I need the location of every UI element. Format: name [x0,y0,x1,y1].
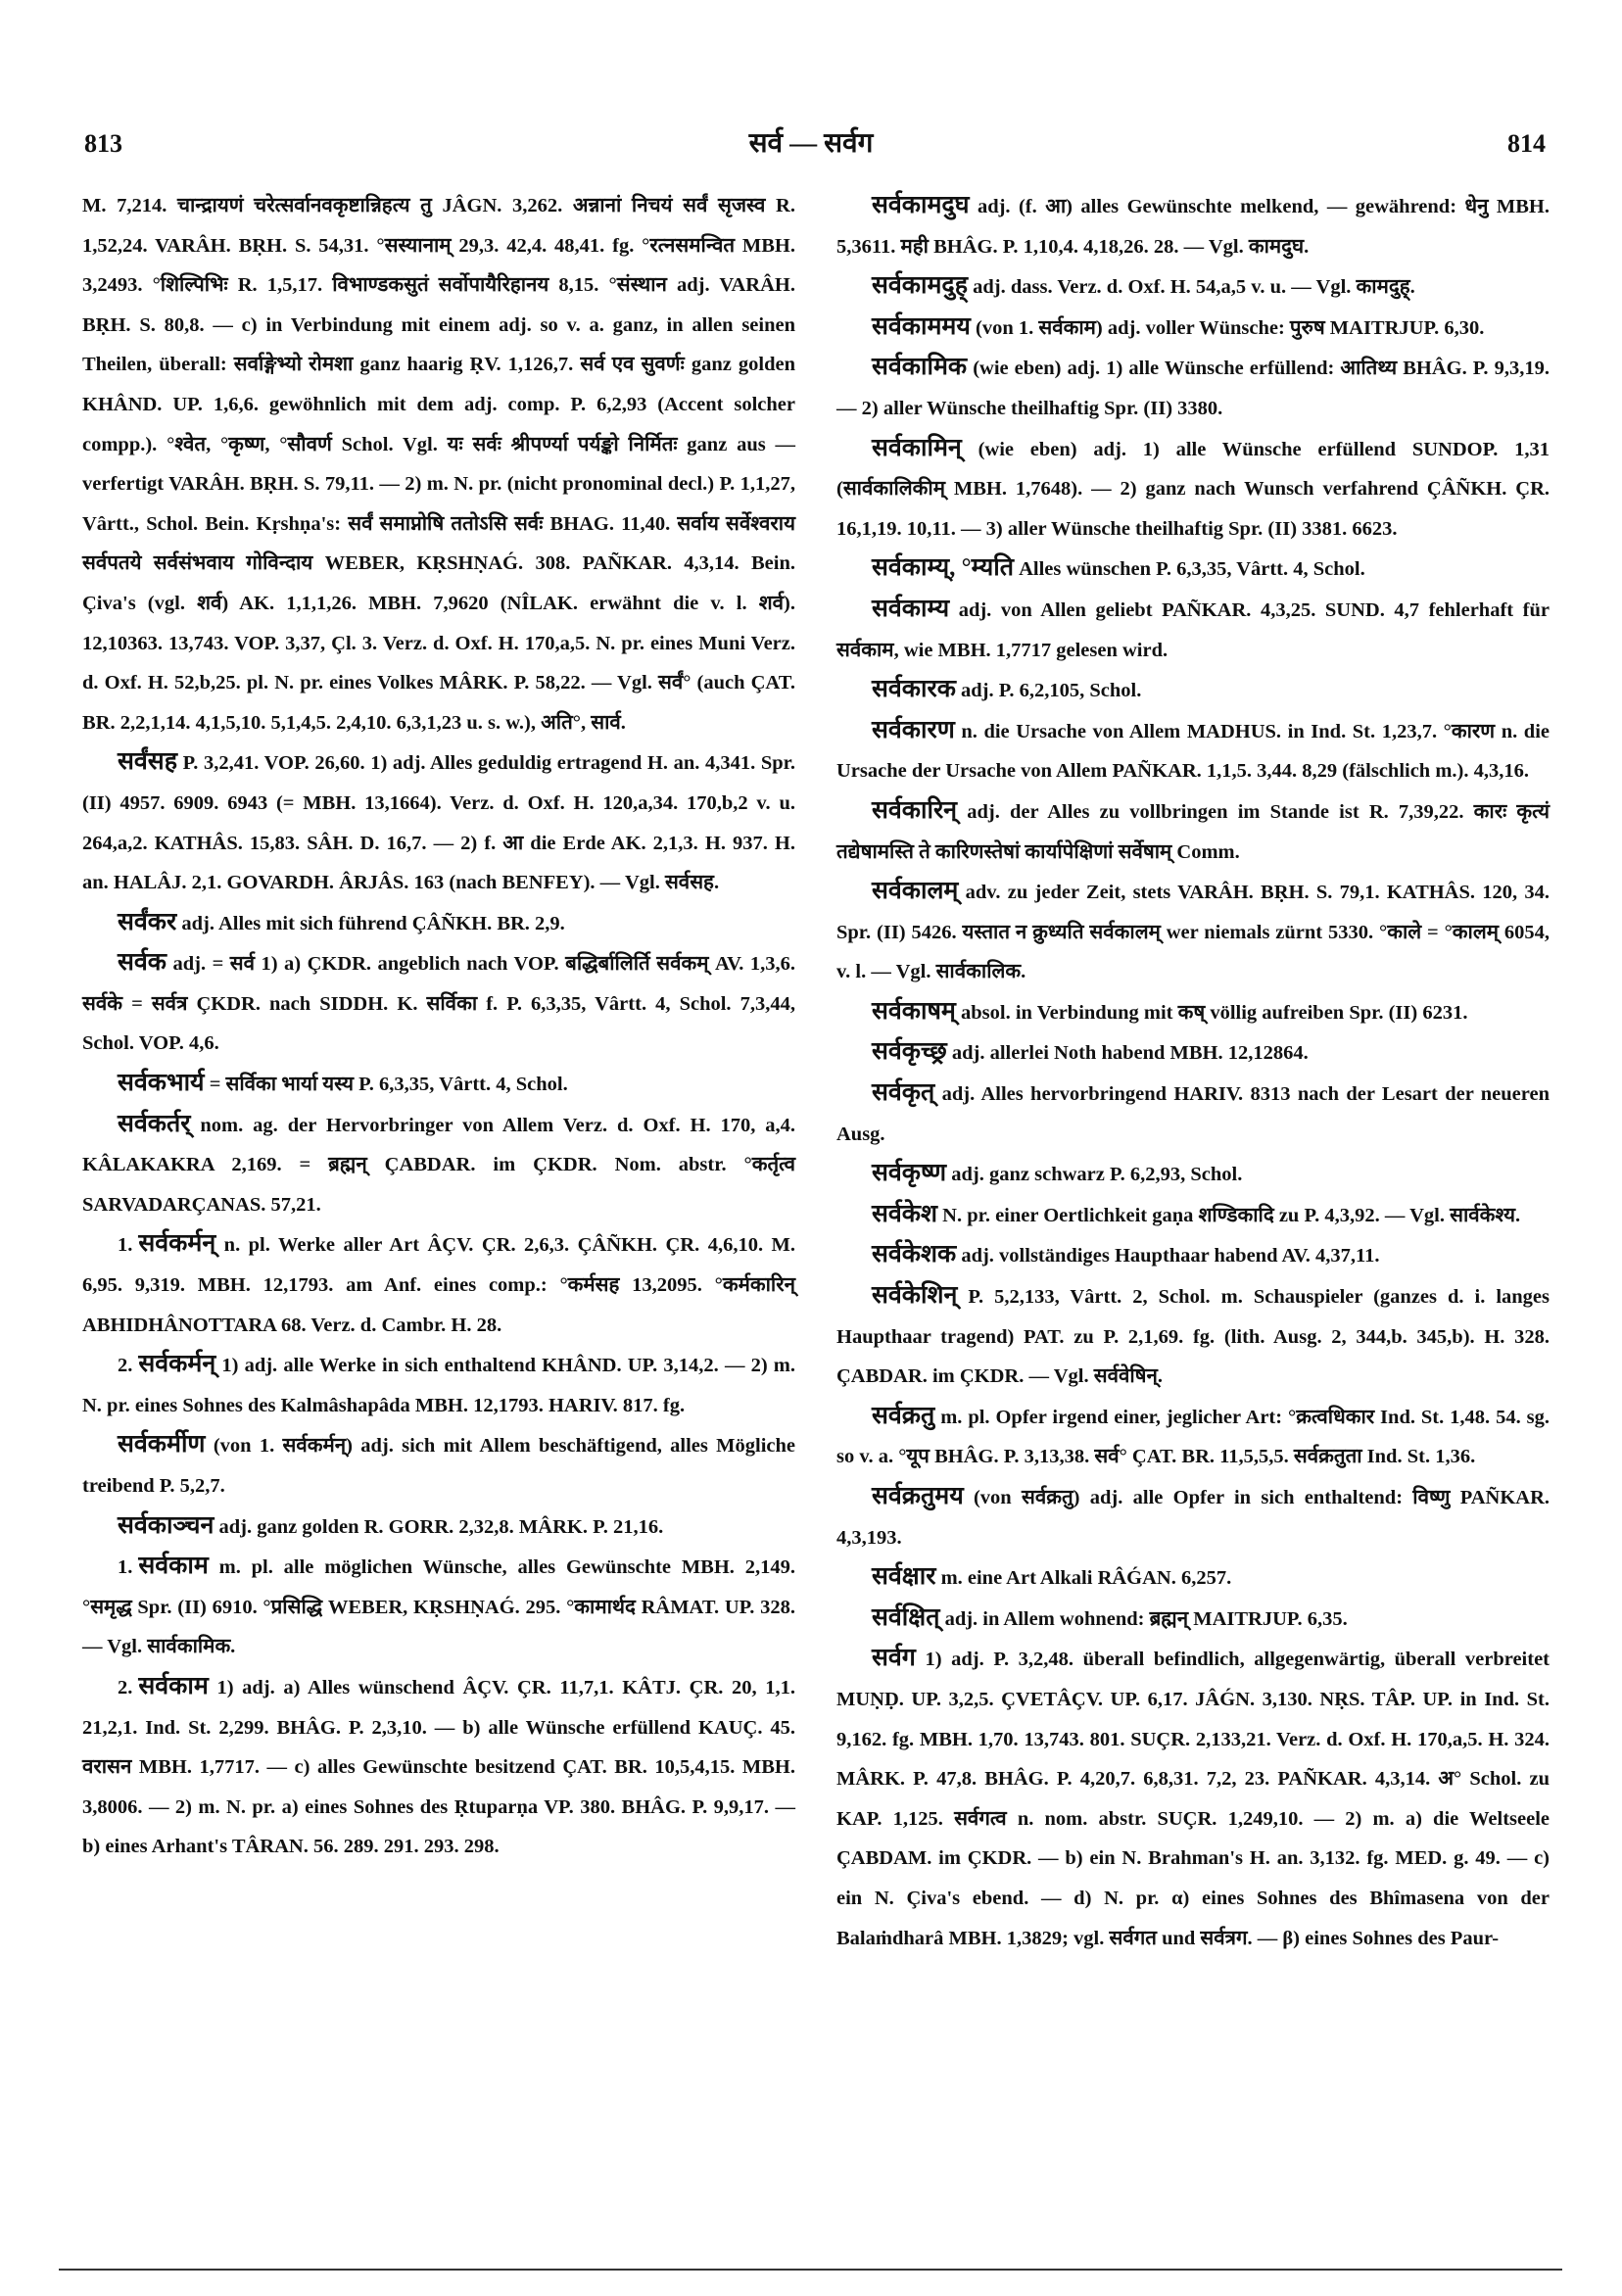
entry-body: N. pr. einer Oertlichkeit gaṇa शण्डिकादि zu P. 4,3,92. — Vgl. सार्वकेश्य. [942,1204,1521,1226]
entry-body: m. eine Art Alkali RÂǴAN. 6,257. [940,1567,1232,1590]
entry-headword: सर्वकेशिन् [872,1282,958,1310]
dictionary-entry [82,1547,795,1667]
entry-body: P. 3,2,41. VOP. 26,60. 1) adj. Alles geduldig ertragend H. an. 4,341. Spr. (II) 4957. 6909. 6943 (= MBH. 13,1664). Verz. d. Oxf. H. 120,a,34. 170,b,2 v. u. 264,a,2. KATHÂS. 15,83. SÂH. D. 16,7. — 2) f. आ die Erde AK. 2,1,3. H. 937. H. an. HALÂJ. 2,1. GOVARDH. ÂRJÂS. 163 (nach BENFEY). — Vgl. सर्वसह. [82,752,795,894]
dictionary-entry [836,1195,1550,1236]
entry-number: 2. [118,1676,133,1698]
entry-body: adj. vollständiges Haupthaar habend AV. 4,37,11. [961,1245,1380,1268]
entry-body: adj. allerlei Noth habend MBH. 12,12864. [951,1042,1309,1065]
entry-body: adj. ganz schwarz P. 6,2,93, Schol. [951,1164,1243,1186]
entry-body: nom. ag. der Hervorbringer von Allem Verz. d. Oxf. H. 170, a,4. KÂLAKAKRA 2,169. = ब्रह्मन् ÇABDAR. im ÇKDR. Nom. abstr. °कर्तृत्व SARVADARÇANAS. 57,21. [82,1114,796,1216]
dictionary-entry [836,1599,1550,1640]
entry-headword: सर्वकामिक [872,354,968,381]
entry-body: P. 5,2,133, Vârtt. 2, Schol. m. Schauspieler (ganzes d. i. langes Haupthaar tragend) PAT. zu P. 2,1,69. fg. (lith. Ausg. 2, 344,b. 345,b). H. 328. ÇABDAR. im ÇKDR. — Vgl. सर्ववेषिन्. [836,1286,1550,1388]
dictionary-entry [82,903,795,944]
dictionary-entry [82,1105,795,1225]
dictionary-entry [836,266,1550,308]
entry-headword: सर्वक्रतुमय [872,1483,964,1509]
entry-body: 1) adj. alle Werke in sich enthaltend KHÂND. UP. 3,14,2. — 2) m. N. pr. eines Sohnes des Kalmâshapâda MBH. 12,1793. HARIV. 817. fg. [82,1355,796,1416]
entry-headword: सर्वकर्मीण [118,1431,206,1459]
entry-headword: सर्वकामदुह् [872,272,968,300]
dictionary-entry [836,186,1550,266]
entry-headword: सर्वकामिन् [872,434,962,461]
entry-headword: सर्वकभार्य [118,1070,205,1097]
entry-body: adj. in Allem wohnend: ब्रह्मन् MAITRJUP. 6,35. [944,1607,1348,1630]
right-column [836,186,1550,1958]
dictionary-entry [836,1639,1550,1958]
entry-body: n. die Ursache von Allem MADHUS. in Ind. St. 1,23,7. °कारण n. die Ursache der Ursache von Allem PAÑKAR. 1,1,5. 3,44. 8,29 (fälschlich m.). 4,3,16. [836,720,1550,783]
bottom-rule [59,2269,1562,2271]
entry-headword: सर्वकाञ्चन [118,1511,215,1539]
entry-body: M. 7,214. चान्द्रायणं चरेत्सर्वानवकृष्टान्निहत्य तु JÂGN. 3,262. अन्नानां निचयं सर्वं सृजस्व R. 1,52,24. VARÂH. BṚH. S. 54,31. °सस्यानाम् 29,3. 42,4. 48,41. fg. °रत्नसमन्वित MBH. 3,2493. °शिल्पिभिः R. 1,5,17. विभाण्डकसुतं सर्वोपायैरिहानय 8,15. °संस्थान adj. VARÂH. BṚH. S. 80,8. — c) in Verbindung mit einem adj. so v. a. ganz, in allen seinen Theilen, überall: सर्वाङ्गेभ्यो रोमशा ganz haarig ṚV. 1,126,7. सर्व एव सुवर्णः ganz golden KHÂND. UP. 1,6,6. gewöhnlich mit dem adj. comp. P. 6,2,93 (Accent solcher compp.). °श्वेत, °कृष्ण, °सौवर्ण Schol. Vgl. यः सर्वः श्रीपर्ण्या पर्यङ्को निर्मितः ganz aus — verfertigt VARÂH. BṚH. S. 79,11. — 2) m. N. pr. (nicht pronominal decl.) P. 1,1,27, Vârtt., Schol. Bein. Kṛshṇa's: सर्वं समाप्नोषि ततोऽसि सर्वः BHAG. 11,40. सर्वाय सर्वेश्वराय सर्वपतये सर्वसंभवाय गोविन्दाय WEBER, KṚSHṆAǴ. 308. PAÑKAR. 4,3,14. Bein. Çiva's (vgl. शर्व) AK. 1,1,1,26. MBH. 7,9620 (NÎLAK. erwähnt die v. l. शर्व). 12,10363. 13,743. VOP. 3,37, Çl. 3. Verz. d. Oxf. H. 170,a,5. N. pr. eines Muni Verz. d. Oxf. H. 52,b,25. pl. N. pr. eines Volkes MÂRK. P. 58,22. — Vgl. सर्वं° (auch ÇAT. BR. 2,2,1,14. 4,1,5,10. 5,1,4,5. 2,4,10. 6,3,1,23 u. s. w.), अति°, सार्व. [82,195,795,734]
dictionary-entry [82,742,795,902]
dictionary-entry [836,308,1550,349]
entry-body: adj. dass. Verz. d. Oxf. H. 54,a,5 v. u. — Vgl. कामदुह्. [973,276,1415,299]
entry-body: m. pl. Opfer irgend einer, jeglicher Art: °क्रत्वधिकार Ind. St. 1,48. 54. sg. so v. a. °यूप BHÂG. P. 3,13,38. सर्व° ÇAT. BR. 11,5,5,5. सर्वक्रतुता Ind. St. 1,36. [836,1406,1550,1468]
dictionary-entry [836,1032,1550,1074]
entry-body: adv. zu jeder Zeit, stets VARÂH. BṚH. S. 79,1. KATHÂS. 120, 34. Spr. (II) 5426. यस्तात न क्रुध्यति सर्वकालम् wer niemals zürnt 5330. °काले = °कालम् 6054, v. l. — Vgl. सार्वकालिक. [836,882,1550,983]
dictionary-entry [836,1477,1550,1557]
dictionary-entry [836,1074,1550,1154]
entry-number: 1. [118,1234,133,1257]
entry-headword: सर्वकाम [138,1672,209,1699]
page-number-right: 814 [1507,129,1546,158]
entry-headword: सर्वकर्तर् [118,1110,191,1137]
entry-body: adj. Alles hervorbringend HARIV. 8313 nach der Lesart der neueren Ausg. [836,1083,1550,1145]
entry-body: adj. der Alles zu vollbringen im Stande ist R. 7,39,22. कारः कृत्यं तद्येषामस्ति ते कारिणस्तेषां कार्यापेक्षिणां सर्वेषाम् Comm. [836,800,1550,863]
entry-headword: सर्वकर्मन् [138,1351,216,1378]
dictionary-entry [836,1154,1550,1195]
dictionary-entry [836,1557,1550,1599]
entry-body: (wie eben) adj. 1) alle Wünsche erfüllend: आतिथ्य BHÂG. P. 9,3,19. — 2) aller Wünsche theilhaftig Spr. (II) 3380. [836,358,1550,419]
entry-body: 1) adj. P. 3,2,48. überall befindlich, allgegenwärtig, überall verbreitet MUṆḌ. UP. 3,2,5. ÇVETÂÇV. UP. 6,17. JÂǴN. 3,130. NṚS. TÂP. UP. in Ind. St. 9,162. fg. MBH. 1,70. 13,743. 801. SUÇR. 2,133,21. Verz. d. Oxf. H. 170,a,5. H. 324. MÂRK. P. 47,8. BHÂG. P. 4,20,7. 6,8,31. 7,2, 23. PAÑKAR. 4,3,14. अ° Schol. zu KAP. 1,125. सर्वगत्व n. nom. abstr. SUÇR. 1,249,10. — 2) m. a) die Weltseele ÇABDAM. im ÇKDR. — b) ein N. Brahman's H. an. 3,132. fg. MED. g. 49. — c) ein N. Çiva's ebend. — d) N. pr. α) eines Sohnes des Bhîmasena von der Balaṁdharâ MBH. 1,3829; vgl. सर्वगत und सर्वत्रग. — β) eines Sohnes des Paur- [836,1649,1550,1949]
entry-headword: सर्वंकर [118,908,177,935]
dictionary-entry [82,1425,795,1506]
entry-body: adj. Alles mit sich führend ÇÂÑKH. BR. 2,9. [181,912,565,934]
entry-body: m. pl. alle möglichen Wünsche, alles Gewünschte MBH. 2,149. °समृद्ध Spr. (II) 6910. °प्रसिद्धि WEBER, KṚSHṆAǴ. 295. °कामार्थद RÂMAT. UP. 328. — Vgl. सार्वकामिक. [82,1556,795,1658]
dictionary-entry [82,1064,795,1105]
entry-headword: सर्वकारण [872,716,955,743]
entry-body: absol. in Verbindung mit कष् völlig aufreiben Spr. (II) 6231. [961,1001,1468,1024]
entry-headword: सर्वकालम् [872,878,959,905]
dictionary-entry [836,791,1550,872]
entry-number: 1. [118,1556,133,1579]
entry-body: n. pl. Werke aller Art ÂÇV. ÇR. 2,6,3. ÇÂÑKH. ÇR. 4,6,10. M. 6,95. 9,319. MBH. 12,1793. am Anf. eines comp.: °कर्मसह 13,2095. °कर्मकारिन् ABHIDHÂNOTTARA 68. Verz. d. Cambr. H. 28. [82,1234,796,1336]
entry-headword: सर्वकाम्य्, °म्यति [872,554,1014,582]
dictionary-entry [82,1667,795,1867]
entry-headword: सर्वक [118,949,167,977]
entry-body: (von 1. सर्वकाम) adj. voller Wünsche: पुरुष MAITRJUP. 6,30. [976,316,1485,339]
dictionary-entry [82,1224,795,1345]
entry-headword: सर्वकाम्य [872,595,950,622]
dictionary-entry [82,943,795,1064]
dictionary-entry [82,1345,795,1425]
entry-headword: सर्वकारिन् [872,796,958,824]
entry-headword: सर्वकृष्ण [872,1160,947,1187]
entry-number: 2. [118,1355,133,1377]
dictionary-entry [836,549,1550,590]
entry-headword: सर्वकाम [138,1553,209,1580]
dictionary-entry [836,670,1550,711]
dictionary-entry [82,1507,795,1548]
entry-headword: सर्वक्षार [872,1563,936,1591]
dictionary-entry [836,429,1550,550]
running-head: सर्व — सर्वग [748,128,874,159]
left-column [82,186,795,1867]
dictionary-entry [836,711,1550,791]
dictionary-entry [836,1276,1550,1397]
entry-headword: सर्वक्षित् [872,1603,940,1631]
entry-headword: सर्वकर्मन् [138,1230,216,1258]
entry-body: (wie eben) adj. 1) alle Wünsche erfüllend SUNDOP. 1,31 (सार्वकालिकीम् MBH. 1,7648). — 2) ganz nach Wunsch verfahrend ÇÂÑKH. ÇR. 16,1,19. 10,11. — 3) aller Wünsche theilhaftig Spr. (II) 3381. 6623. [836,438,1550,540]
entry-headword: सर्वकाषम् [872,997,956,1025]
entry-headword: सर्वकारक [872,676,956,703]
entry-body: 1) adj. a) Alles wünschend ÂÇV. ÇR. 11,7,1. KÂTJ. ÇR. 20, 1,1. 21,2,1. Ind. St. 2,299. BHÂG. P. 2,3,10. — b) alle Wünsche erfüllend KAUÇ. 45. वरासन MBH. 1,7717. — c) alles Gewünschte besitzend ÇAT. BR. 10,5,4,15. MBH. 3,8006. — 2) m. N. pr. a) eines Sohnes des Ṛtuparṇa VP. 380. BHÂG. P. 9,9,17. — b) eines Arhant's TÂRAN. 56. 289. 291. 293. 298. [82,1676,796,1858]
entry-body: adj. = सर्व 1) a) ÇKDR. angeblich nach VOP. बद्धिर्बालिर्ति सर्वकम् AV. 1,3,6. सर्वके = सर्वत्र ÇKDR. nach SIDDH. K. सर्विका f. P. 6,3,35, Vârtt. 4, Schol. 7,3,44, Schol. VOP. 4,6. [82,953,795,1055]
entry-body: adj. (f. आ) alles Gewünschte melkend, — gewährend: धेनु MBH. 5,3611. मही BHÂG. P. 1,10,4. 4,18,26. 28. — Vgl. कामदुघ. [836,196,1550,258]
dictionary-entry [836,872,1550,992]
entry-headword: सर्वकेश [872,1200,938,1227]
dictionary-entry [82,186,795,742]
entry-body: (von 1. सर्वकर्मन्) adj. sich mit Allem beschäftigend, alles Mögliche treibend P. 5,2,7. [82,1435,796,1497]
entry-body: adj. von Allen geliebt PAÑKAR. 4,3,25. SUND. 4,7 fehlerhaft für सर्वकाम, wie MBH. 1,7717 gelesen wird. [836,598,1550,661]
entry-body: (von सर्वक्रतु) adj. alle Opfer in sich enthaltend: विष्णु PAÑKAR. 4,3,193. [836,1487,1550,1549]
entry-body: adj. P. 6,2,105, Schol. [961,680,1142,702]
page-number-left: 813 [84,129,122,158]
dictionary-entry [836,590,1550,670]
entry-headword: सर्वग [872,1645,916,1672]
entry-headword: सर्वकृत् [872,1079,935,1107]
entry-body: = सर्विका भार्या यस्य P. 6,3,35, Vârtt. 4, Schol. [209,1074,568,1096]
entry-headword: सर्वकेशक [872,1241,957,1268]
entry-body: adj. ganz golden R. GORR. 2,32,8. MÂRK. P. 21,16. [218,1515,664,1538]
entry-headword: सर्वकृच्छ्र [872,1038,947,1066]
entry-headword: सर्वक्रतु [872,1402,935,1429]
dictionary-entry [836,348,1550,428]
entry-headword: सर्वकामदुघ [872,192,970,218]
entry-body: Alles wünschen P. 6,3,35, Vârtt. 4, Schol. [1019,558,1365,581]
entry-headword: सर्वंसह [118,748,177,776]
dictionary-entry [836,992,1550,1033]
dictionary-entry [836,1397,1550,1477]
entry-headword: सर्वकाममय [872,312,971,340]
dictionary-entry [836,1235,1550,1276]
